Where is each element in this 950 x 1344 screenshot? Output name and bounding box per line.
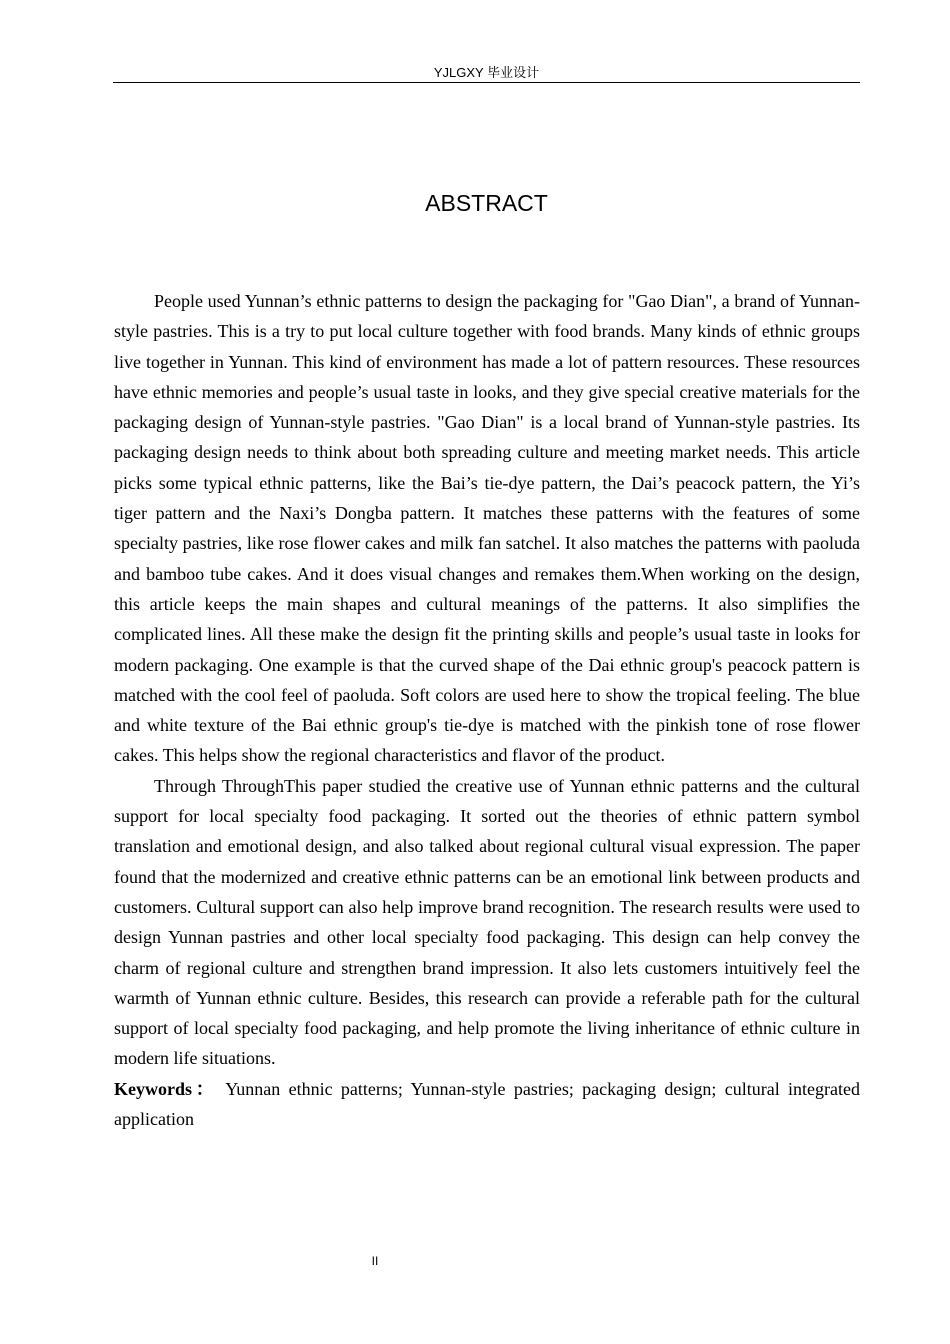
abstract-paragraph-2: Through ThroughThis paper studied the creative use of Yunnan ethnic patterns and the cultural support for local specialty food packaging. It sorted out the theories of ethnic pattern symbol translation and emotional design, and also talked about regional cultural visual expression. The paper found that the modernized and creative ethnic patterns can be an emotional link between products and customers. Cultural support can also help improve brand recognition. The research results were used to design Yunnan pastries and other local specialty food packaging. This design can help convey the charm of regional culture and strengthen brand impression. It also lets customers intuitively feel the warmth of Yunnan ethnic culture. Besides, this research can provide a referable path for the cultural support of local specialty food packaging, and help promote the living inheritance of ethnic culture in modern life situations. — [114, 775, 860, 1069]
abstract-paragraph-1: People used Yunnan’s ethnic patterns to design the packaging for "Gao Dian", a brand of Yunnan-style pastries. This is a try to put local culture together with food brands. Many kinds of ethnic groups live together in Yunnan. This kind of environment has made a lot of pattern resources. These resources have ethnic memories and people’s usual taste in looks, and they give special creative materials for the packaging design of Yunnan-style pastries. "Gao Dian" is a local brand of Yunnan-style pastries. Its packaging design needs to think about both spreading culture and meeting market needs. This article picks some typical ethnic patterns, like the Bai’s tie-dye pattern, the Dai’s peacock pattern, the Yi’s tiger pattern and the Naxi’s Dongba pattern. It matches these patterns with the features of some specialty pastries, like rose flower cakes and milk fan satchel. It also matches the patterns with paoluda and bamboo tube cakes. And it does visual changes and remakes them.When working on the design, this article keeps the main shapes and cultural meanings of the patterns. It also simplifies the complicated lines. All these make the design fit the printing skills and people’s usual taste in looks for modern packaging. One example is that the curved shape of the Dai ethnic group's peacock pattern is matched with the cool feel of paoluda. Soft colors are used here to show the tropical feeling. The blue and white texture of the Bai ethnic group's tie-dye is matched with the pinkish tone of rose flower cakes. This helps show the regional characteristics and flavor of the product. — [114, 291, 860, 766]
page-header — [113, 64, 860, 83]
keywords-text: Yunnan ethnic patterns; Yunnan-style pastries; packaging design; cultural integrated application — [114, 1078, 860, 1130]
keywords-line — [114, 1074, 860, 1135]
header-text: YJLGXY 毕业设计 — [433, 65, 540, 80]
abstract-body — [114, 286, 860, 1134]
keywords-label: Keywords： — [114, 1078, 218, 1099]
abstract-title: ABSTRACT — [425, 190, 548, 216]
page-number: II — [371, 1254, 379, 1268]
